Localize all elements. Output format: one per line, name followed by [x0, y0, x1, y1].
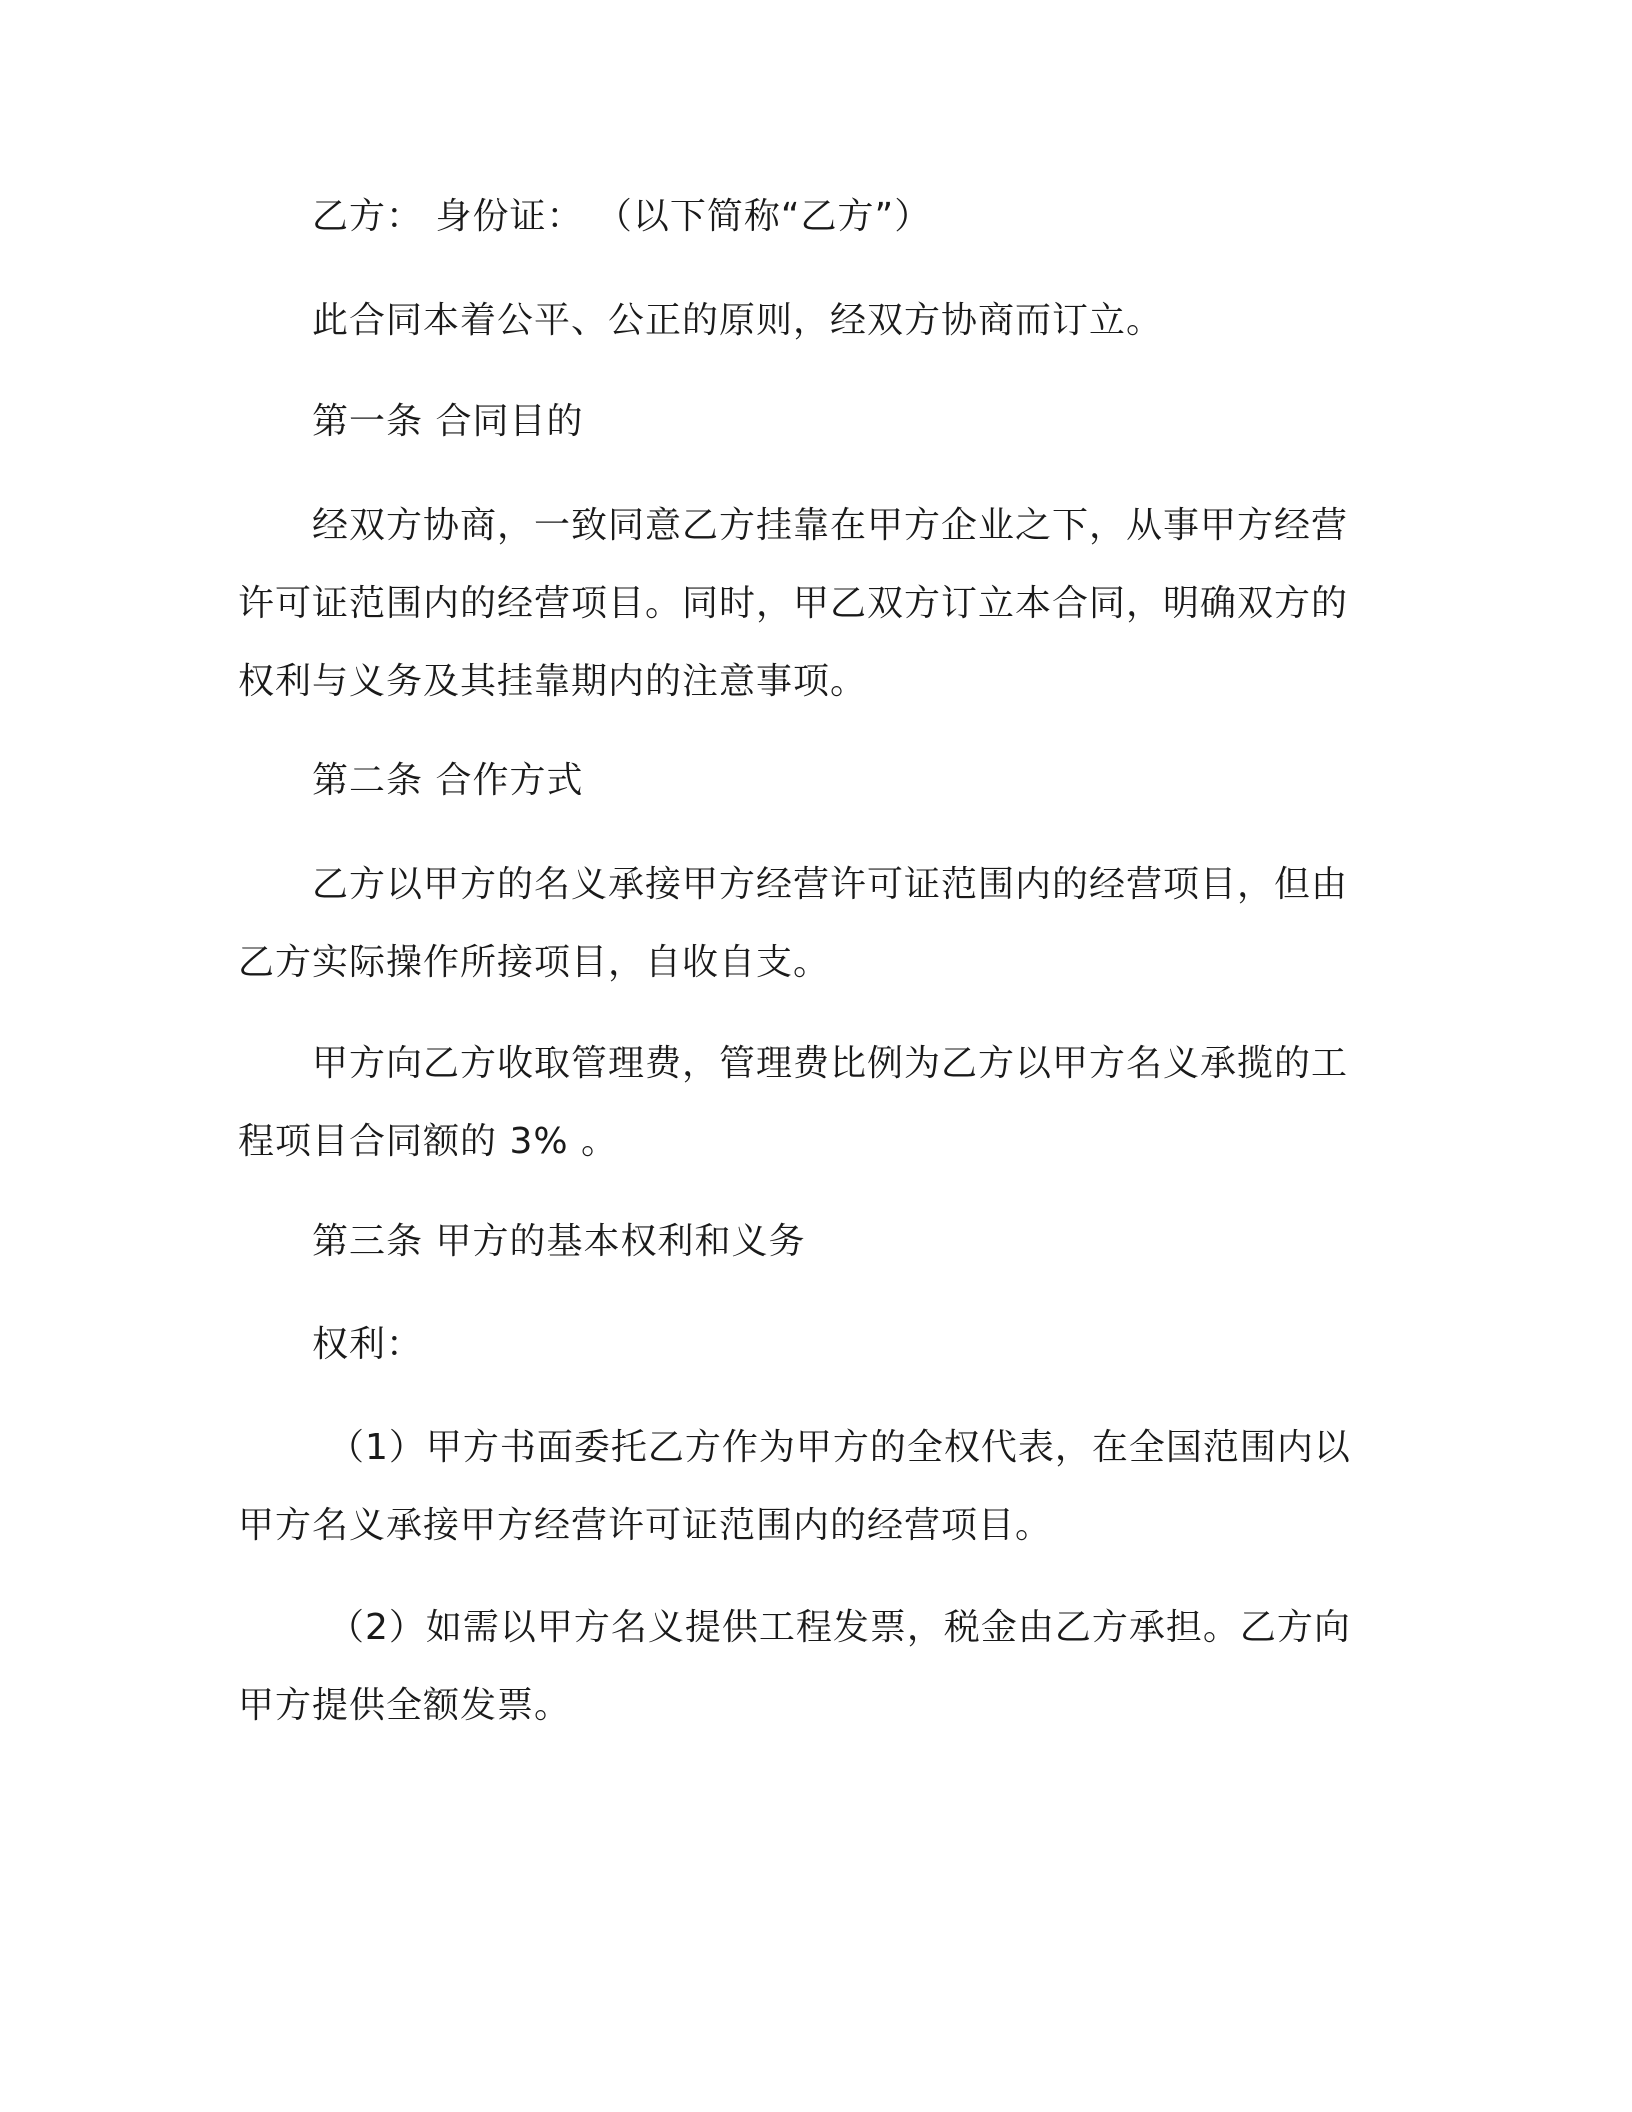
article2-body1: 乙方以甲方的名义承接甲方经营许可证范围内的经营项目，但由乙方实际操作所接项目，自收自支。 — [238, 864, 1349, 983]
rights-item-1: （1）甲方书面委托乙方作为甲方的全权代表，在全国范围内以甲方名义承接甲方经营许可证范围内的经营项目。 — [238, 1427, 1351, 1546]
rights-item-2: （2）如需以甲方名义提供工程发票，税金由乙方承担。乙方向甲方提供全额发票。 — [238, 1607, 1351, 1726]
party-b-line: 乙方： 身份证： （以下简称“乙方”） — [312, 196, 932, 237]
article1-body: 经双方协商，一致同意乙方挂靠在甲方企业之下，从事甲方经营许可证范围内的经营项目。同时，甲乙双方订立本合同，明确双方的权利与义务及其挂靠期内的注意事项。 — [238, 505, 1349, 702]
article3-title: 第三条 甲方的基本权利和义务 — [312, 1221, 806, 1262]
article1-title: 第一条 合同目的 — [312, 401, 584, 442]
article2-title: 第二条 合作方式 — [312, 760, 584, 801]
rights-label: 权利： — [312, 1324, 424, 1365]
article2-body2: 甲方向乙方收取管理费，管理费比例为乙方以甲方名义承揽的工程项目合同额的 3% 。 — [238, 1043, 1349, 1162]
intro-paragraph: 此合同本着公平、公正的原则，经双方协商而订立。 — [312, 300, 1164, 341]
